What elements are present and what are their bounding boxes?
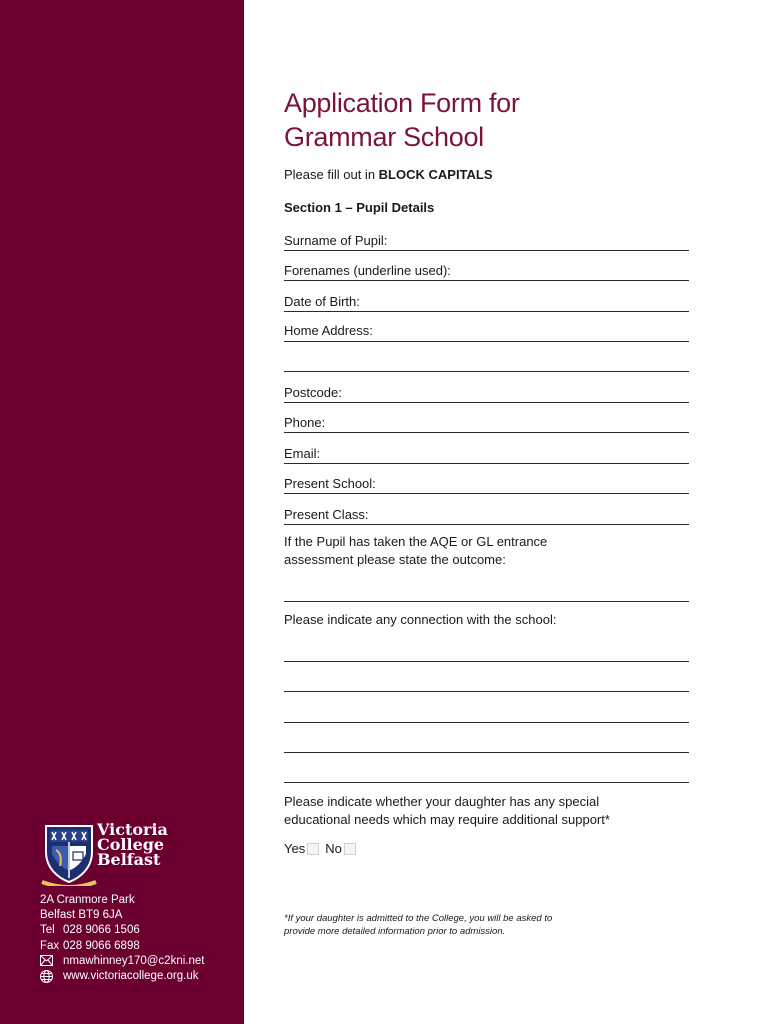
website-url[interactable]: www.victoriacollege.org.uk: [63, 970, 199, 983]
instructions: [284, 167, 493, 182]
needs-question-line1: Please indicate whether your daughter has any special: [284, 794, 600, 809]
assessment-question-line1: If the Pupil has taken the AQE or GL entrance: [284, 534, 548, 549]
globe-icon: [40, 970, 63, 983]
connection-question: Please indicate any connection with the school:: [284, 612, 557, 627]
yes-label: Yes: [284, 841, 306, 856]
college-name-line1: Victoria: [97, 820, 168, 839]
tel-row: [40, 923, 204, 938]
connection-answer-line[interactable]: [284, 752, 689, 753]
no-label: No: [325, 841, 342, 856]
forenames-label: Forenames (underline used):: [284, 263, 451, 278]
no-checkbox[interactable]: [344, 843, 356, 855]
present-school-field[interactable]: [284, 475, 689, 494]
footnote: [284, 912, 614, 938]
footnote-line1: *If your daughter is admitted to the College, you will be asked to: [284, 913, 553, 924]
tel-number: 028 9066 1506: [63, 924, 140, 937]
dob-label: Date of Birth:: [284, 294, 360, 309]
surname-label: Surname of Pupil:: [284, 233, 388, 248]
postcode-label: Postcode:: [284, 385, 342, 400]
email-label: Email:: [284, 446, 321, 461]
college-name-line2: College: [97, 835, 165, 854]
form-title: [284, 86, 684, 154]
assessment-question: [284, 533, 689, 569]
college-name: [97, 822, 168, 867]
yes-checkbox[interactable]: [307, 843, 319, 855]
connection-answer-line[interactable]: [284, 782, 689, 783]
form-title-line2: Grammar School: [284, 122, 484, 152]
needs-question: [284, 793, 689, 829]
phone-label: Phone:: [284, 415, 326, 430]
dob-field[interactable]: [284, 293, 689, 312]
present-class-field[interactable]: [284, 506, 689, 525]
forenames-field[interactable]: [284, 262, 689, 281]
website-row: [40, 969, 204, 984]
address-line1: 2A Cranmore Park: [40, 894, 135, 906]
email-row: [40, 954, 204, 969]
connection-answer-line[interactable]: [284, 722, 689, 723]
needs-question-line2: educational needs which may require additional support*: [284, 812, 610, 827]
instructions-bold: BLOCK CAPITALS: [378, 167, 493, 182]
assessment-answer-line[interactable]: [284, 601, 689, 602]
section-title: Section 1 – Pupil Details: [284, 200, 435, 215]
surname-field[interactable]: [284, 232, 689, 251]
postcode-field[interactable]: [284, 384, 689, 403]
phone-field[interactable]: [284, 414, 689, 433]
connection-answer-line[interactable]: [284, 661, 689, 662]
fax-number: 028 9066 6898: [63, 939, 140, 952]
present-school-label: Present School:: [284, 476, 376, 491]
address-line-extra[interactable]: [284, 371, 689, 372]
envelope-icon: [40, 955, 63, 968]
footnote-line2: provide more detailed information prior to admission.: [284, 926, 506, 937]
email-field[interactable]: [284, 445, 689, 464]
fax-label: Fax: [40, 939, 60, 952]
contact-details: [40, 893, 204, 984]
address-field[interactable]: [284, 322, 689, 342]
school-crest-icon: [40, 822, 98, 886]
needs-options: [284, 841, 362, 856]
instructions-prefix: Please fill out in: [284, 167, 379, 182]
college-name-line3: Belfast: [97, 850, 161, 869]
email-address[interactable]: nmawhinney170@c2kni.net: [63, 954, 205, 967]
address-line2: Belfast BT9 6JA: [40, 909, 123, 922]
school-sidebar: [0, 0, 244, 1024]
form-title-line1: Application Form for: [284, 88, 520, 118]
connection-answer-line[interactable]: [284, 691, 689, 692]
present-class-label: Present Class:: [284, 507, 369, 522]
fax-row: [40, 939, 204, 954]
address-label: Home Address:: [284, 323, 373, 338]
assessment-question-line2: assessment please state the outcome:: [284, 552, 506, 567]
tel-label: Tel: [40, 924, 55, 937]
